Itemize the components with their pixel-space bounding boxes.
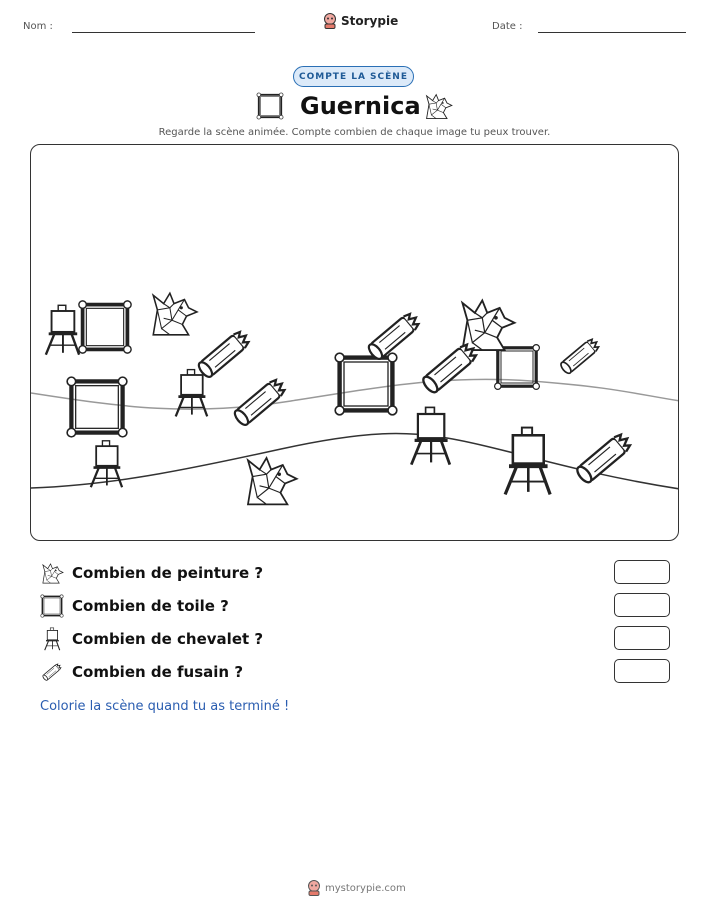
wolf-painting-icon — [40, 561, 64, 585]
storypie-mascot-icon — [307, 880, 321, 896]
name-label: Nom : — [23, 21, 53, 32]
charcoal-5 — [559, 337, 601, 375]
brand-logo — [323, 13, 398, 29]
question-row-charcoal — [40, 659, 670, 685]
footer-url[interactable]: mystorypie.com — [325, 882, 406, 894]
canvas-4 — [495, 345, 540, 390]
footer — [307, 880, 406, 896]
scene-illustration — [31, 145, 679, 541]
page-title: Guernica — [300, 92, 421, 120]
category-badge: COMPTE LA SCÈNE — [293, 66, 414, 87]
front-hill-line — [31, 434, 679, 490]
charcoal-6 — [575, 431, 633, 484]
easel-5 — [505, 428, 550, 495]
storypie-mascot-icon — [323, 13, 337, 29]
canvas-1 — [79, 301, 131, 353]
question-row-easel — [40, 626, 670, 652]
coloring-note: Colorie la scène quand tu as terminé ! — [40, 699, 290, 714]
question-easel-label: Combien de chevalet ? — [72, 630, 264, 648]
wolf-painting-2 — [462, 300, 514, 350]
question-painting-label: Combien de peinture ? — [72, 564, 264, 582]
canvas-frame-icon — [256, 92, 284, 120]
question-row-canvas — [40, 593, 670, 619]
wolf-painting-3 — [248, 458, 297, 504]
easel-1 — [46, 305, 79, 354]
instructions: Regarde la scène animée. Compte combien de chaque image tu peux trouver. — [158, 127, 551, 138]
question-row-painting — [40, 560, 670, 586]
answer-box-canvas[interactable] — [614, 593, 670, 617]
answer-box-easel[interactable] — [614, 626, 670, 650]
canvas-3 — [335, 353, 397, 415]
canvas-frame-icon — [40, 594, 64, 618]
counting-scene — [30, 144, 679, 541]
answer-box-charcoal[interactable] — [614, 659, 670, 683]
back-hill-line — [31, 379, 679, 409]
easel-4 — [411, 407, 450, 464]
answer-box-painting[interactable] — [614, 560, 670, 584]
wolf-painting-icon — [423, 91, 453, 121]
name-field[interactable] — [72, 32, 255, 33]
easel-icon — [40, 627, 64, 651]
charcoal-icon — [40, 660, 64, 684]
wolf-painting-1 — [153, 293, 197, 335]
charcoal-1 — [196, 329, 251, 379]
date-field[interactable] — [538, 32, 686, 33]
date-label: Date : — [492, 21, 523, 32]
brand-name: Storypie — [341, 14, 399, 28]
question-canvas-label: Combien de toile ? — [72, 597, 229, 615]
charcoal-2 — [232, 377, 287, 427]
question-charcoal-label: Combien de fusain ? — [72, 663, 244, 681]
charcoal-4 — [421, 341, 479, 394]
canvas-2 — [67, 377, 127, 437]
